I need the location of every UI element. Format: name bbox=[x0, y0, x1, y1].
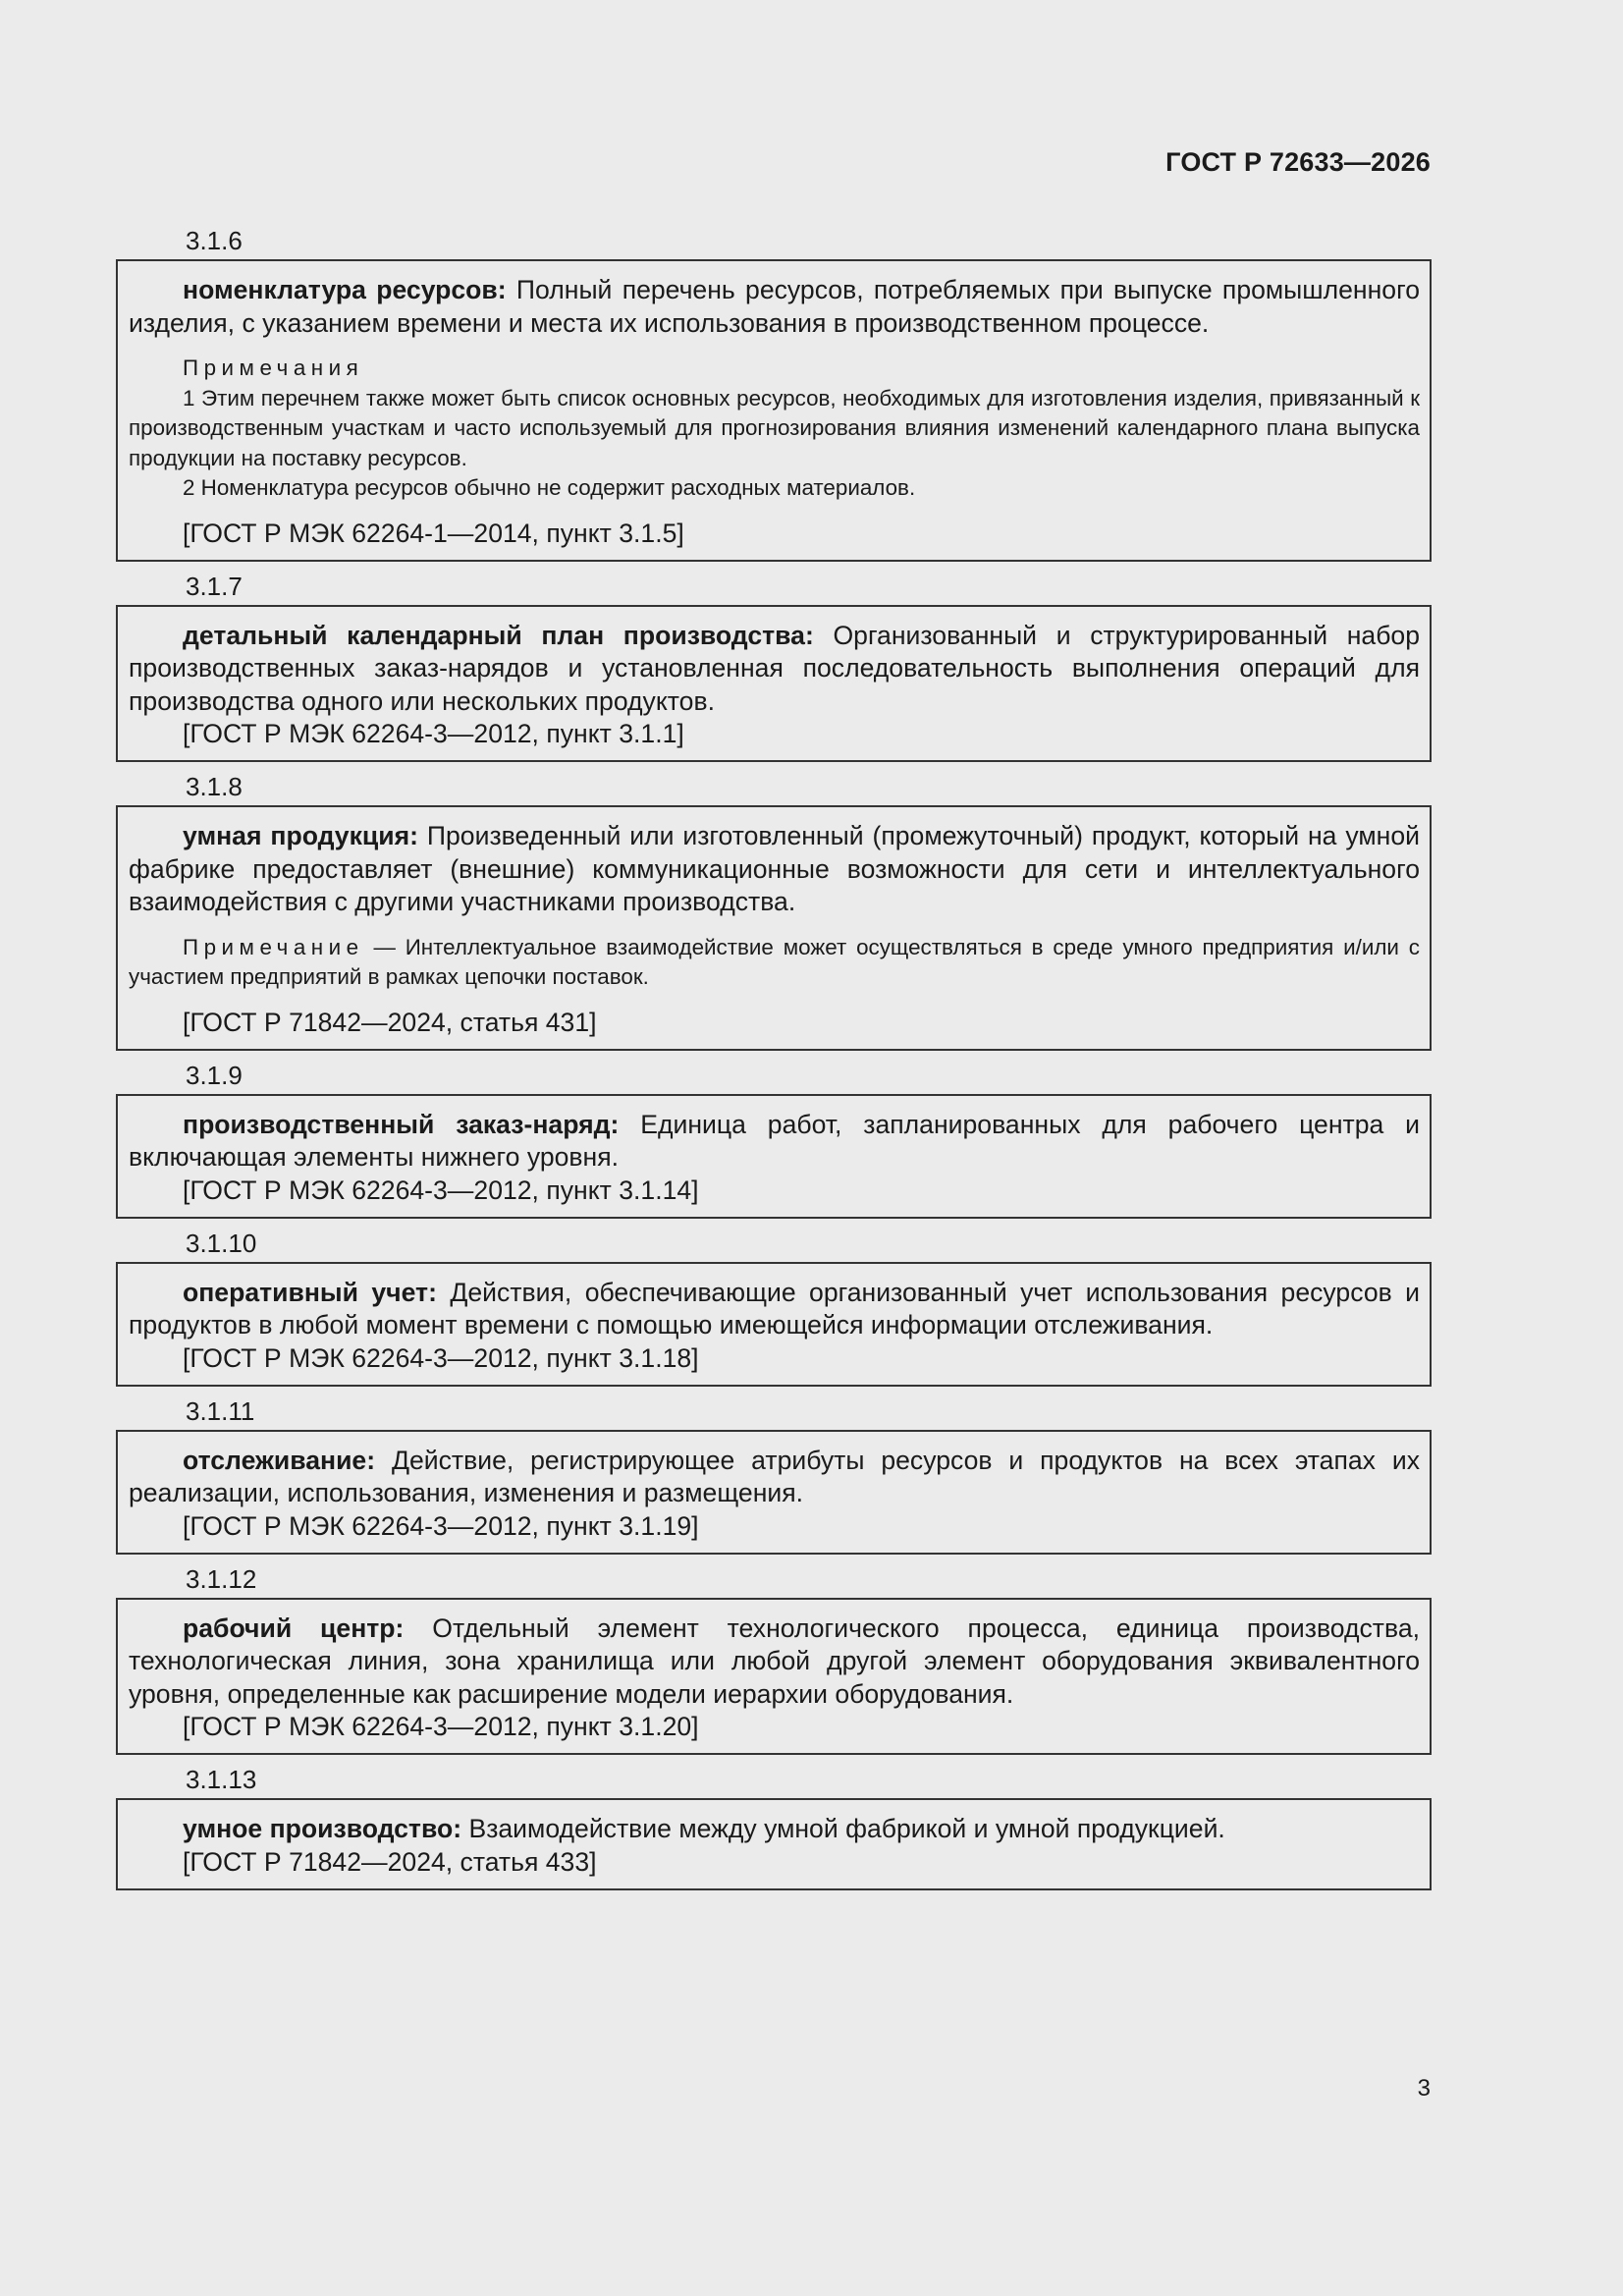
entry-number: 3.1.10 bbox=[186, 1228, 257, 1258]
source-reference: [ГОСТ Р МЭК 62264-1—2014, пункт 3.1.5] bbox=[183, 518, 684, 548]
entry-number: 3.1.9 bbox=[186, 1060, 243, 1090]
note-item: 2 Номенклатура ресурсов обычно не содержит расходных материалов. bbox=[183, 475, 916, 500]
definition-text: Отдельный элемент технологического процесса, единица производства, технологическая линия, зона хранилища или любой другой элемент оборудования эквивалентного уровня, определенные как расширение модели иерархии оборудования. bbox=[129, 1613, 1420, 1709]
definition-paragraph bbox=[129, 1109, 1420, 1175]
term-box bbox=[116, 1262, 1432, 1387]
terms-list bbox=[116, 222, 1432, 1896]
term-box bbox=[116, 1598, 1432, 1756]
definition-paragraph bbox=[129, 620, 1420, 719]
term-box bbox=[116, 259, 1432, 562]
page-number: 3 bbox=[1417, 2075, 1431, 2102]
definition-paragraph bbox=[129, 274, 1420, 340]
notes-title: Примечания bbox=[183, 355, 364, 380]
definition-text: Организованный и структурированный набор производственных заказ-нарядов и установленная последовательность выполнения операций для производства одного или нескольких продуктов. bbox=[129, 620, 1420, 716]
definition-text: Действие, регистрирующее атрибуты ресурсов и продуктов на всех этапах их реализации, использования, изменения и размещения. bbox=[129, 1445, 1420, 1507]
definition-paragraph bbox=[129, 820, 1420, 919]
term-name: оперативный учет: bbox=[183, 1277, 437, 1307]
term-box bbox=[116, 605, 1432, 763]
definition-paragraph bbox=[129, 1277, 1420, 1342]
term-entry-3-1-12 bbox=[116, 1560, 1432, 1756]
definition-paragraph bbox=[129, 1813, 1420, 1846]
notes-block bbox=[129, 354, 1420, 504]
term-entry-3-1-7 bbox=[116, 568, 1432, 763]
term-entry-3-1-10 bbox=[116, 1225, 1432, 1387]
entry-number: 3.1.11 bbox=[186, 1395, 255, 1426]
source-reference: [ГОСТ Р МЭК 62264-3—2012, пункт 3.1.20] bbox=[183, 1712, 699, 1741]
standard-designation: ГОСТ Р 72633—2026 bbox=[1165, 147, 1431, 177]
definition-paragraph bbox=[129, 1613, 1420, 1712]
note-item bbox=[129, 933, 1420, 993]
definition-text: Взаимодействие между умной фабрикой и умной продукцией. bbox=[468, 1814, 1225, 1843]
term-box bbox=[116, 1430, 1432, 1555]
term-entry-3-1-8 bbox=[116, 768, 1432, 1051]
entry-number: 3.1.6 bbox=[186, 226, 243, 255]
term-name: умное производство: bbox=[183, 1814, 462, 1843]
term-name: рабочий центр: bbox=[183, 1613, 405, 1643]
term-box bbox=[116, 805, 1432, 1051]
note-text: — Интеллектуальное взаимодействие может осуществляться в среде умного предприятия и/или с участием предприятий в рамках цепочки поставок. bbox=[129, 934, 1420, 989]
note-item: 1 Этим перечнем также может быть список основных ресурсов, необходимых для изготовления изделия, привязанный к производственным участкам и часто используемый для прогнозирования влияния изменений календарного плана выпуска продукции на поставку ресурсов. bbox=[129, 385, 1420, 470]
definition-text: Произведенный или изготовленный (промежуточный) продукт, который на умной фабрике предоставляет (внешние) коммуникационные возможности для сети и интеллектуального взаимодействия с другими участниками производства. bbox=[129, 821, 1420, 916]
source-reference: [ГОСТ Р МЭК 62264-3—2012, пункт 3.1.18] bbox=[183, 1342, 699, 1373]
term-name: номенклатура ресурсов: bbox=[183, 275, 507, 304]
term-entry-3-1-6 bbox=[116, 222, 1432, 562]
source-reference: [ГОСТ Р МЭК 62264-3—2012, пункт 3.1.1] bbox=[183, 719, 684, 748]
definition-text: Действия, обеспечивающие организованный учет использования ресурсов и продуктов в любой момент времени с помощью имеющейся информации отслеживания. bbox=[129, 1277, 1421, 1339]
term-name: производственный заказ-наряд: bbox=[183, 1109, 620, 1139]
source-reference: [ГОСТ Р МЭК 62264-3—2012, пункт 3.1.14] bbox=[183, 1175, 699, 1205]
term-name: детальный календарный план производства: bbox=[183, 620, 814, 650]
source-reference: [ГОСТ Р МЭК 62264-3—2012, пункт 3.1.19] bbox=[183, 1510, 699, 1541]
term-entry-3-1-13 bbox=[116, 1761, 1432, 1890]
term-name: отслеживание: bbox=[183, 1445, 376, 1475]
term-name: умная продукция: bbox=[183, 821, 418, 850]
entry-number: 3.1.7 bbox=[186, 571, 243, 601]
term-box bbox=[116, 1094, 1432, 1219]
definition-text: Единица работ, запланированных для рабочего центра и включающая элементы нижнего уровня. bbox=[129, 1109, 1420, 1172]
source-reference: [ГОСТ Р 71842—2024, статья 433] bbox=[183, 1846, 597, 1877]
term-entry-3-1-11 bbox=[116, 1393, 1432, 1555]
entry-number: 3.1.12 bbox=[186, 1563, 257, 1594]
entry-number: 3.1.8 bbox=[186, 772, 243, 801]
notes-block bbox=[129, 933, 1420, 993]
source-reference: [ГОСТ Р 71842—2024, статья 431] bbox=[183, 1007, 597, 1037]
note-title: Примечание bbox=[183, 934, 364, 959]
term-box bbox=[116, 1798, 1432, 1890]
term-entry-3-1-9 bbox=[116, 1057, 1432, 1219]
entry-number: 3.1.13 bbox=[186, 1765, 257, 1794]
definition-paragraph bbox=[129, 1445, 1420, 1510]
definition-text: Полный перечень ресурсов, потребляемых при выпуске промышленного изделия, с указанием времени и места их использования в производственном процессе. bbox=[129, 275, 1421, 338]
